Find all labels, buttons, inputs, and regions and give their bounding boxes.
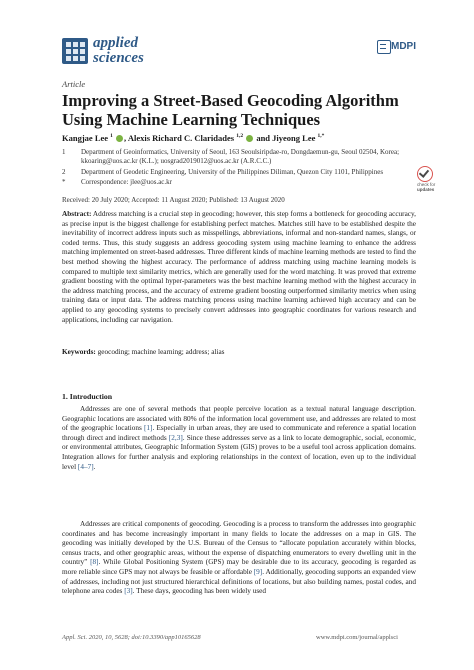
affiliation-number: 2	[62, 168, 66, 176]
author-1[interactable]: Kangjae Lee	[62, 133, 109, 143]
affiliation-number: 1	[62, 148, 66, 156]
citation-link[interactable]: [9]	[253, 567, 263, 576]
orcid-icon[interactable]	[246, 135, 253, 142]
journal-name-line2: sciences	[93, 50, 144, 66]
intro-paragraph-1	[62, 405, 416, 472]
paragraph-text: . Since these addresses serve as a link to locate demographic, social, economic, or environmental attributes, Geographic Information System (GIS) proves to be a useful tool across application domains. Integration allows for further analysis and exploring relationships in the context of location, even up to the individual level	[62, 433, 416, 471]
check-for-updates-label[interactable]	[417, 182, 447, 192]
section-heading: 1. Introduction	[62, 392, 113, 401]
citation-link[interactable]: [3]	[124, 587, 133, 596]
journal-name[interactable]	[93, 36, 144, 66]
affiliation-text: Department of Geodetic Engineering, University of the Philippines Diliman, Quezon City 1101, Philippines	[81, 168, 384, 176]
correspondence-text[interactable]: Correspondence: jlee@uos.ac.kr	[81, 178, 172, 186]
author-1-affil: 1	[110, 133, 113, 140]
abstract-label: Abstract:	[62, 210, 92, 218]
author-list	[62, 133, 324, 143]
check-for-updates-icon[interactable]	[417, 166, 433, 182]
intro-paragraph-2	[62, 520, 416, 597]
footer-citation: Appl. Sci. 2020, 10, 5628; doi:10.3390/app10165628	[62, 634, 201, 641]
publisher-logo[interactable]: MDPI	[391, 41, 416, 52]
footer-url[interactable]: www.mdpi.com/journal/applsci	[316, 634, 398, 641]
citation-link[interactable]: [8]	[90, 558, 99, 567]
paper-title: Improving a Street-Based Geocoding Algorithm Using Machine Learning Techniques	[62, 91, 399, 129]
citation-link[interactable]: [4–7]	[77, 462, 94, 471]
check-updates-line2: updates	[417, 187, 435, 192]
publication-dates: Received: 20 July 2020; Accepted: 11 August 2020; Published: 13 August 2020	[62, 196, 285, 204]
mdpi-logo-icon	[377, 40, 391, 54]
author-2-affil: 1,2	[236, 133, 244, 140]
abstract-text: Address matching is a crucial step in geocoding; however, this step forms a bottleneck for geocoding accuracy, as precise input is the biggest challenge for establishing perfect matches. Matches still have to be established despite the inevitability of incorrect address inputs such as misspellings, abbreviations, informal and non-standard names, slangs, or coded terms. Thus, this study suggests an address geocoding system using machine learning to enhance the address matching implemented on street-based addresses. Three different kinds of machine learning methods are tested to find the best method showing the highest accuracy. The performance of address matching using machine learning models is compared to multiple text similarity metrics, which are generally used for the word matching. It was proved that extreme gradient boosting with the optimal hyper-parameters was the best machine learning method with the highest accuracy in the address matching process, and the accuracy of extreme gradient boosting outperformed similarity metrics when using training data or input data. The address matching process using machine learning achieved high accuracy and can be applied to any geocoding systems to precisely convert addresses into geographic coordinates for various research and applications, including car navigation.	[62, 210, 416, 324]
paragraph-text: . Additionally, geocoding supports an expanded view of addresses, including not just structured hierarchical definitions of locations, but also building names, postal codes, and telephone area codes	[62, 567, 416, 596]
citation-link[interactable]: [1]	[143, 424, 153, 433]
affiliation-text: Department of Geoinformatics, University of Seoul, 163 Seoulsiripdae-ro, Dongdaemun-gu, Seoul 02504, Korea; kkoaring@uos.ac.kr (K.L.); uosgrad2019012@uos.ac.kr (A.R.C.C.)	[81, 148, 400, 166]
paragraph-text: . Especially in urban areas, they are used to communicate and reference a spatial location through direct and indirect methods	[62, 424, 416, 442]
journal-name-line1: applied	[93, 35, 138, 51]
abstract	[62, 210, 416, 325]
orcid-icon[interactable]	[116, 135, 123, 142]
check-updates-line1: check for	[417, 182, 436, 187]
paragraph-text: . These days, geocoding has been widely used	[132, 587, 267, 596]
paragraph-text: . While Global Positioning System (GPS) may be desirable due to its accuracy, geocoding is regarded as more reliable since GPS may not always be feasible or affordable	[62, 558, 416, 576]
affiliation-2	[62, 168, 412, 177]
affiliation-1	[62, 148, 412, 166]
paragraph-text: .	[93, 462, 96, 471]
author-2[interactable]: , Alexis Richard C. Claridades	[124, 133, 235, 143]
keywords	[62, 348, 416, 356]
correspondence	[62, 178, 412, 187]
affiliation-number: *	[62, 178, 66, 186]
journal-logo-icon	[62, 38, 88, 64]
article-type: Article	[62, 79, 86, 89]
paragraph-text: Addresses are critical components of geocoding. Geocoding is a process to transform the addresses into geographic coordinates and has become increasingly important in many fields to locate the addresses on a map in GIS. The geocoding was initially developed by the U.S. Bureau of the Census to “allocate population accurately within blocks, census tracts, and other geographic areas, without the expense of dispatching enumerators to every dwelling unit in the country”	[62, 520, 416, 567]
paragraph-text: Addresses are one of several methods that people perceive location as a textual natural language description. Geographic locations are associated with 80% of the information local government use, and addresses are related to most of the geographic locations	[62, 405, 416, 433]
keywords-label: Keywords:	[62, 348, 96, 356]
author-3[interactable]: and Jiyeong Lee	[254, 133, 316, 143]
citation-link[interactable]: [2,3]	[168, 433, 183, 442]
keywords-text: geocoding; machine learning; address; alias	[97, 348, 225, 356]
author-3-affil: 1,*	[317, 133, 325, 140]
